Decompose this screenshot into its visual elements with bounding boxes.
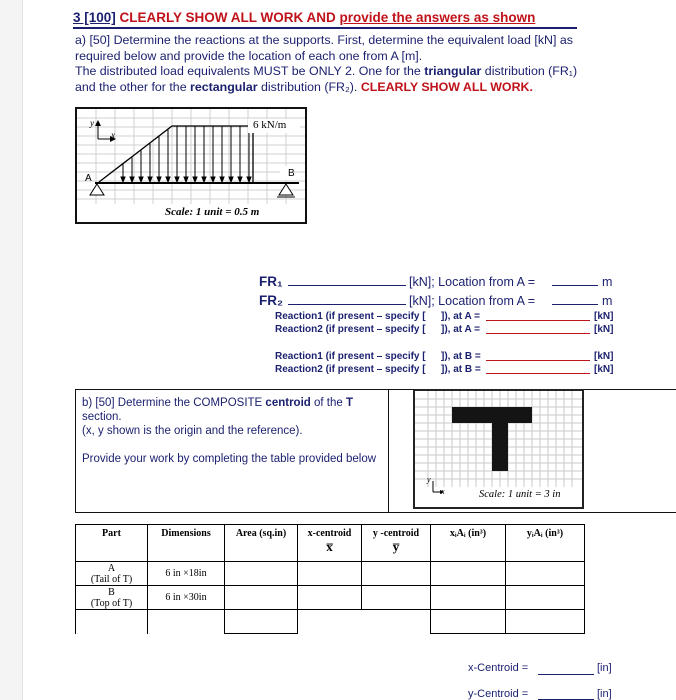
- row-a-part: [76, 562, 148, 586]
- fr2-unit: m: [602, 294, 613, 308]
- question-number: 3 [100]: [73, 10, 116, 25]
- x-bar-symbol: x̅: [326, 539, 333, 554]
- x-centroid-unit: [in]: [597, 662, 612, 674]
- y-centroid-title: y -centroid: [372, 528, 420, 539]
- part-a-line3: [75, 64, 615, 80]
- reaction1-b-label: Reaction1 (if present – specify [: [275, 351, 426, 362]
- fr2-kn-location: [kN]; Location from A =: [409, 294, 536, 308]
- table-header-row: [76, 525, 585, 562]
- show-work-emphasis: CLEARLY SHOW ALL WORK.: [360, 79, 533, 94]
- row-b-part-letter: B: [108, 586, 115, 598]
- part-b-line1-mid: of the: [310, 397, 346, 409]
- reaction2-at-a: ]), at A =: [441, 324, 480, 335]
- reaction2-b-label: Reaction2 (if present – specify [: [275, 364, 426, 375]
- fr2-label: FR₂: [259, 293, 283, 308]
- reaction2-b-unit: [kN]: [594, 364, 614, 375]
- total-xa[interactable]: [431, 610, 506, 634]
- t-y-axis-label: y: [427, 475, 431, 484]
- total-gap-2: [298, 610, 362, 634]
- header-instruction: provide the answers as shown: [339, 10, 536, 25]
- header-dimensions: Dimensions: [148, 525, 225, 562]
- row-b-part: [76, 586, 148, 610]
- total-part: [76, 610, 148, 634]
- header-xa: xᵢAᵢ (in³): [431, 525, 506, 562]
- table-row: [76, 562, 585, 586]
- y-centroid-unit: [in]: [597, 688, 612, 700]
- y-centroid-label: y-Centroid =: [468, 688, 529, 700]
- x-axis-label: x: [111, 130, 115, 140]
- x-centroid-title: x-centroid: [307, 528, 352, 539]
- line3-text: The distributed load equivalents MUST be ONLY 2. One for the: [75, 64, 425, 78]
- centroid-word: centroid: [265, 397, 311, 409]
- part-a-instructions: [75, 33, 615, 95]
- t-web: [492, 423, 508, 471]
- part-b-line1-tail: section.: [82, 411, 122, 423]
- line4-tail: distribution (FR₂).: [257, 79, 361, 94]
- table-total-row: [76, 610, 585, 634]
- question-header: [73, 10, 577, 29]
- fr1-location-blank[interactable]: [552, 285, 598, 286]
- part-b-line1-text: b) [50] Determine the COMPOSITE: [82, 397, 266, 409]
- part-b-line3: Provide your work by completing the table provided below: [82, 453, 377, 465]
- row-b-ya[interactable]: [506, 586, 585, 610]
- fr2-location-blank[interactable]: [552, 304, 598, 305]
- reaction1-a-label: Reaction1 (if present – specify [: [275, 311, 426, 322]
- part-b-box: [75, 389, 389, 513]
- reaction2-at-b: ]), at B =: [441, 364, 481, 375]
- header-title: CLEARLY SHOW ALL WORK AND: [115, 10, 340, 25]
- row-b-ybar[interactable]: [362, 586, 431, 610]
- row-b-dims: 6 in ×30in: [148, 586, 225, 610]
- line3-tail: distribution (FR₁): [481, 64, 578, 78]
- line4-text: and the other for the: [75, 79, 191, 94]
- t-flange: [452, 407, 532, 423]
- header-area: Area (sq.in): [225, 525, 298, 562]
- t-section-diagram: [413, 389, 584, 509]
- row-a-area[interactable]: [225, 562, 298, 586]
- y-bar-symbol: y̅: [392, 539, 400, 554]
- x-centroid-blank[interactable]: [538, 674, 594, 675]
- total-gap-3: [362, 610, 431, 634]
- row-a-xa[interactable]: [431, 562, 506, 586]
- header-ya: yᵢAᵢ (in³): [506, 525, 585, 562]
- row-b-xa[interactable]: [431, 586, 506, 610]
- part-a-line2: required below and provide the location of each one from A [m].: [75, 48, 423, 63]
- reaction2-a-label: Reaction2 (if present – specify [: [275, 324, 426, 335]
- reaction1-a-unit: [kN]: [594, 311, 614, 322]
- header-y-centroid: [362, 525, 431, 562]
- total-area[interactable]: [225, 610, 298, 634]
- fr2-blank[interactable]: [288, 304, 406, 305]
- row-a-ya[interactable]: [506, 562, 585, 586]
- row-a-dims: 6 in ×18in: [148, 562, 225, 586]
- load-label: 6 kN/m: [253, 119, 287, 131]
- part-a-line1: a) [50] Determine the reactions at the supports. First, determine the equivalent load [kN] as: [75, 33, 573, 47]
- header-part: Part: [76, 525, 148, 562]
- row-a-xbar[interactable]: [298, 562, 362, 586]
- centroid-table: [75, 524, 585, 634]
- y-axis-label: y: [90, 118, 94, 128]
- row-a-part-letter: A: [107, 562, 116, 574]
- beam-diagram: [75, 107, 307, 224]
- reaction2-a-unit: [kN]: [594, 324, 614, 335]
- row-a-ybar[interactable]: [362, 562, 431, 586]
- reaction2-a-blank[interactable]: [486, 333, 590, 334]
- part-a-line4: [75, 80, 615, 96]
- row-b-area[interactable]: [225, 586, 298, 610]
- part-b-line1: [82, 396, 382, 424]
- fr1-label: FR₁: [259, 274, 283, 289]
- fr1-blank[interactable]: [288, 285, 406, 286]
- support-a-label: A: [85, 173, 92, 184]
- row-b-xbar[interactable]: [298, 586, 362, 610]
- reaction1-b-unit: [kN]: [594, 351, 614, 362]
- row-b-part-desc: (Top of T): [90, 597, 133, 609]
- table-row: [76, 586, 585, 610]
- reaction1-a-blank[interactable]: [486, 320, 590, 321]
- reaction1-at-a: ]), at A =: [441, 311, 480, 322]
- fr1-unit: m: [602, 275, 613, 289]
- triangular-label: triangular: [424, 64, 482, 78]
- t-x-axis-label: x: [441, 487, 445, 496]
- header-x-centroid: [298, 525, 362, 562]
- scale-label: Scale: 1 unit = 0.5 m: [165, 206, 260, 218]
- page-margin: [0, 0, 23, 700]
- row-a-part-desc: (Tail of T): [90, 573, 133, 585]
- total-ya[interactable]: [506, 610, 585, 634]
- t-scale-label: Scale: 1 unit = 3 in: [479, 489, 561, 500]
- t-word: T: [345, 397, 353, 409]
- fr1-kn-location: [kN]; Location from A =: [409, 275, 536, 289]
- part-b-line2: (x, y shown is the origin and the reference).: [82, 425, 303, 437]
- x-centroid-label: x-Centroid =: [468, 662, 529, 674]
- reaction2-b-blank[interactable]: [486, 373, 590, 374]
- reaction1-b-blank[interactable]: [486, 360, 590, 361]
- rectangular-label: rectangular: [190, 79, 258, 94]
- reaction1-at-b: ]), at B =: [441, 351, 481, 362]
- support-b-label: B: [288, 168, 295, 179]
- total-gap: [148, 610, 225, 634]
